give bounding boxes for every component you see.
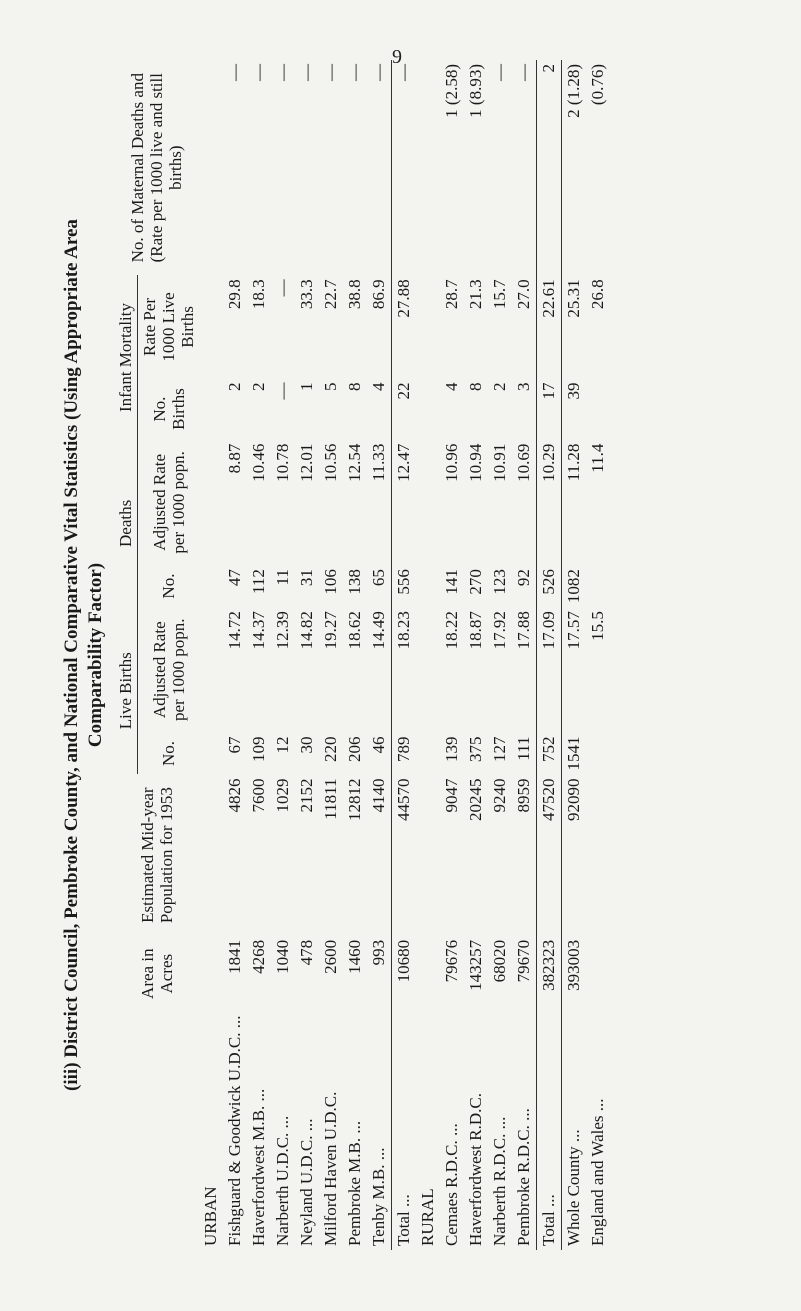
row-name: Narberth U.D.C. ... (273, 1115, 292, 1246)
cell-lb-no: 12 (273, 736, 292, 754)
cell-area: 382323 (539, 939, 558, 991)
cell-d-rate: 10.69 (514, 443, 533, 482)
cell-im-no: 1 (297, 382, 316, 392)
cell-im-no: — (273, 382, 292, 400)
cell-pop: 4140 (369, 778, 388, 813)
table-row (464, 60, 488, 1250)
table-row (367, 60, 392, 1250)
cell-im-no: 4 (369, 382, 388, 392)
cell-d-no: 138 (345, 569, 364, 595)
cell-im-no: 5 (321, 382, 340, 392)
cell-area: 79670 (514, 939, 533, 983)
cell-pop (586, 774, 610, 935)
cell-pop: 12812 (345, 778, 364, 821)
cell-im-no: 8 (345, 382, 364, 392)
cell-pop: 8959 (514, 778, 533, 813)
cell-lb-rate: 18.22 (442, 611, 461, 650)
cell-pop: 11811 (321, 778, 340, 820)
row-name: Whole County ... (564, 1129, 583, 1246)
cell-lb-rate: 14.37 (249, 611, 268, 650)
lb-rate-header: Adjusted Rate per 1000 popn. (149, 618, 188, 722)
cell-mat: — (297, 64, 316, 81)
table-row (488, 60, 512, 1250)
cell-lb-rate: 18.62 (345, 611, 364, 650)
cell-d-rate: 10.96 (442, 443, 461, 482)
cell-d-rate: 12.54 (345, 443, 364, 482)
cell-im-no: 2 (490, 382, 509, 392)
cell-im-rate: 86.9 (369, 279, 388, 310)
infant-mortality-header: Infant Mortality (114, 275, 138, 439)
summary-row (562, 60, 587, 1250)
cell-d-rate: 10.78 (273, 443, 292, 482)
cell-im-rate: 27.88 (394, 279, 413, 318)
table-row (295, 60, 319, 1250)
cell-d-rate: 11.33 (369, 443, 388, 482)
row-name: Pembroke M.B. ... (345, 1120, 364, 1246)
row-name: Neyland U.D.C. ... (297, 1118, 316, 1246)
cell-pop: 9047 (442, 778, 461, 813)
cell-mat: 2 (539, 64, 558, 73)
cell-mat: — (273, 64, 292, 81)
cell-lb-rate: 14.72 (225, 611, 244, 650)
table-title (60, 60, 108, 1250)
deaths-header: Deaths (114, 440, 138, 607)
maternal-header: No. of Maternal Deaths and (Rate per 1000 live and still births) (128, 73, 185, 263)
cell-lb-no (586, 732, 610, 774)
cell-area: 143257 (466, 939, 485, 991)
cell-area: 2600 (321, 939, 340, 974)
cell-d-rate: 11.28 (564, 443, 583, 482)
cell-lb-no: 789 (394, 736, 413, 762)
row-name: Total ... (394, 1194, 413, 1246)
cell-d-rate: 10.56 (321, 443, 340, 482)
row-name: Haverfordwest M.B. ... (249, 1088, 268, 1246)
cell-lb-rate: 17.88 (514, 611, 533, 650)
cell-lb-no: 30 (297, 736, 316, 754)
cell-d-no: 106 (321, 569, 340, 595)
cell-im-rate: 18.3 (249, 279, 268, 310)
table-row (271, 60, 295, 1250)
cell-d-no: 556 (394, 569, 413, 595)
row-name: Pembroke R.D.C. ... (514, 1108, 533, 1246)
im-no-header: No. Births (149, 388, 188, 430)
cell-mat: — (345, 64, 364, 81)
cell-im-rate: 25.31 (564, 279, 583, 318)
cell-im-rate: — (273, 279, 292, 297)
row-name: Fishguard & Goodwick U.D.C. ... (225, 1015, 244, 1246)
cell-area: 1460 (345, 939, 364, 974)
cell-mat: 1 (8.93) (466, 64, 485, 118)
cell-im-no: 39 (564, 382, 583, 400)
cell-lb-no: 109 (249, 736, 268, 762)
area-header: Area in Acres (137, 948, 176, 999)
total-row (537, 60, 562, 1250)
total-row (392, 60, 417, 1250)
cell-lb-rate: 18.87 (466, 611, 485, 650)
lb-no-header: No. (159, 740, 178, 766)
cell-area: 68020 (490, 939, 509, 983)
table-row (319, 60, 343, 1250)
rotated-table-frame (60, 60, 780, 1250)
cell-lb-rate: 12.39 (273, 611, 292, 650)
cell-d-no: 11 (273, 569, 292, 586)
cell-im-rate: 27.0 (514, 279, 533, 310)
cell-d-no: 47 (225, 569, 244, 587)
cell-pop: 92090 (564, 778, 583, 821)
cell-im-rate: 26.8 (588, 279, 607, 310)
cell-mat: — (490, 64, 509, 81)
section-label-row (199, 60, 223, 1250)
cell-pop: 9240 (490, 778, 509, 813)
cell-im-rate: 28.7 (442, 279, 461, 310)
cell-mat: — (394, 64, 413, 81)
table-row (223, 60, 247, 1250)
cell-d-rate: 12.47 (394, 443, 413, 482)
vital-statistics-table (114, 60, 610, 1250)
cell-im-no (586, 379, 610, 440)
cell-d-no: 92 (514, 569, 533, 587)
cell-pop: 20245 (466, 778, 485, 821)
cell-pop: 1029 (273, 778, 292, 813)
population-header: Estimated Mid-year Population for 1953 (137, 787, 176, 924)
cell-lb-no: 206 (345, 736, 364, 762)
cell-lb-no: 139 (442, 736, 461, 762)
section-label: RURAL (418, 1188, 437, 1246)
table-row (440, 60, 464, 1250)
row-name: Haverfordwest R.D.C. (466, 1093, 485, 1246)
table-row (247, 60, 271, 1250)
cell-lb-no: 111 (514, 736, 533, 761)
cell-im-rate: 21.3 (466, 279, 485, 310)
cell-d-rate: 12.01 (297, 443, 316, 482)
table-body (199, 60, 610, 1250)
cell-d-no: 31 (297, 569, 316, 587)
table-row (512, 60, 537, 1250)
cell-im-rate: 22.7 (321, 279, 340, 310)
cell-d-rate: 10.91 (490, 443, 509, 482)
cell-im-no: 22 (394, 382, 413, 400)
cell-mat: 2 (1.28) (564, 64, 583, 118)
cell-d-rate: 10.29 (539, 443, 558, 482)
cell-mat: (0.76) (588, 64, 607, 106)
cell-mat: 1 (2.58) (442, 64, 461, 118)
cell-im-no: 8 (466, 382, 485, 392)
cell-lb-rate: 18.23 (394, 611, 413, 650)
row-name: England and Wales ... (588, 1098, 607, 1246)
cell-im-rate: 22.61 (539, 279, 558, 318)
row-name: Milford Haven U.D.C. (321, 1091, 340, 1246)
row-name: Narberth R.D.C. ... (490, 1116, 509, 1246)
cell-d-rate: 10.46 (249, 443, 268, 482)
cell-lb-no: 375 (466, 736, 485, 762)
cell-im-rate: 15.7 (490, 279, 509, 310)
cell-d-no: 141 (442, 569, 461, 595)
cell-d-no: 65 (369, 569, 388, 587)
title-line-2: Comparability Factor) (85, 562, 106, 748)
cell-mat: — (321, 64, 340, 81)
cell-area: 4268 (249, 939, 268, 974)
row-name: Cemaes R.D.C. ... (442, 1123, 461, 1246)
cell-im-no: 2 (225, 382, 244, 392)
cell-d-no: 112 (249, 569, 268, 594)
section-label: URBAN (201, 1186, 220, 1246)
cell-pop: 4826 (225, 778, 244, 813)
d-rate-header: Adjusted Rate per 1000 popn. (149, 451, 188, 554)
cell-d-no: 1082 (564, 569, 583, 604)
cell-area: 993 (369, 939, 388, 966)
cell-area (586, 936, 610, 1012)
cell-im-no: 4 (442, 382, 461, 392)
cell-im-no: 3 (514, 382, 533, 392)
cell-im-no: 2 (249, 382, 268, 392)
cell-im-rate: 33.3 (297, 279, 316, 310)
cell-im-rate: 29.8 (225, 279, 244, 310)
cell-mat: — (225, 64, 244, 81)
cell-d-no (586, 565, 610, 607)
cell-d-no: 526 (539, 569, 558, 595)
cell-im-rate: 38.8 (345, 279, 364, 310)
cell-area: 10680 (394, 939, 413, 983)
cell-lb-no: 220 (321, 736, 340, 762)
page-number: 9 (392, 46, 402, 68)
cell-pop: 2152 (297, 778, 316, 813)
cell-lb-no: 67 (225, 736, 244, 754)
summary-row (586, 60, 610, 1250)
cell-area: 79676 (442, 939, 461, 983)
cell-lb-rate: 19.27 (321, 611, 340, 650)
live-births-header: Live Births (114, 607, 138, 774)
cell-lb-rate: 14.82 (297, 611, 316, 650)
cell-lb-rate: 14.49 (369, 611, 388, 650)
cell-area: 478 (297, 939, 316, 966)
cell-im-no: 17 (539, 382, 558, 400)
cell-mat: — (249, 64, 268, 81)
cell-lb-no: 127 (490, 736, 509, 762)
cell-area: 1040 (273, 939, 292, 974)
cell-d-no: 123 (490, 569, 509, 595)
cell-d-rate: 11.4 (588, 443, 607, 473)
name-header (114, 1012, 199, 1250)
cell-area: 393003 (564, 939, 583, 991)
cell-lb-no: 1541 (564, 736, 583, 771)
cell-lb-no: 752 (539, 736, 558, 762)
cell-mat: — (369, 64, 388, 81)
cell-d-no: 270 (466, 569, 485, 595)
cell-pop: 7600 (249, 778, 268, 813)
cell-area: 1841 (225, 939, 244, 974)
cell-pop: 44570 (394, 778, 413, 821)
d-no-header: No. (159, 573, 178, 599)
row-name: Tenby M.B. ... (369, 1147, 388, 1246)
section-label-row (416, 60, 440, 1250)
table-row (343, 60, 367, 1250)
cell-lb-rate: 17.57 (564, 611, 583, 650)
title-line-1: (iii) District Council, Pembroke County, and National Comparative Vital Statistics (Using Appropriate Area (61, 219, 82, 1091)
cell-d-rate: 10.94 (466, 443, 485, 482)
cell-mat: — (514, 64, 533, 81)
cell-d-rate: 8.87 (225, 443, 244, 474)
cell-pop: 47520 (539, 778, 558, 821)
row-name: Total ... (539, 1194, 558, 1246)
cell-lb-rate: 17.92 (490, 611, 509, 650)
cell-lb-rate: 17.09 (539, 611, 558, 650)
im-rate-header: Rate Per 1000 Live Births (140, 292, 197, 362)
cell-lb-rate: 15.5 (588, 611, 607, 641)
cell-lb-no: 46 (369, 736, 388, 754)
